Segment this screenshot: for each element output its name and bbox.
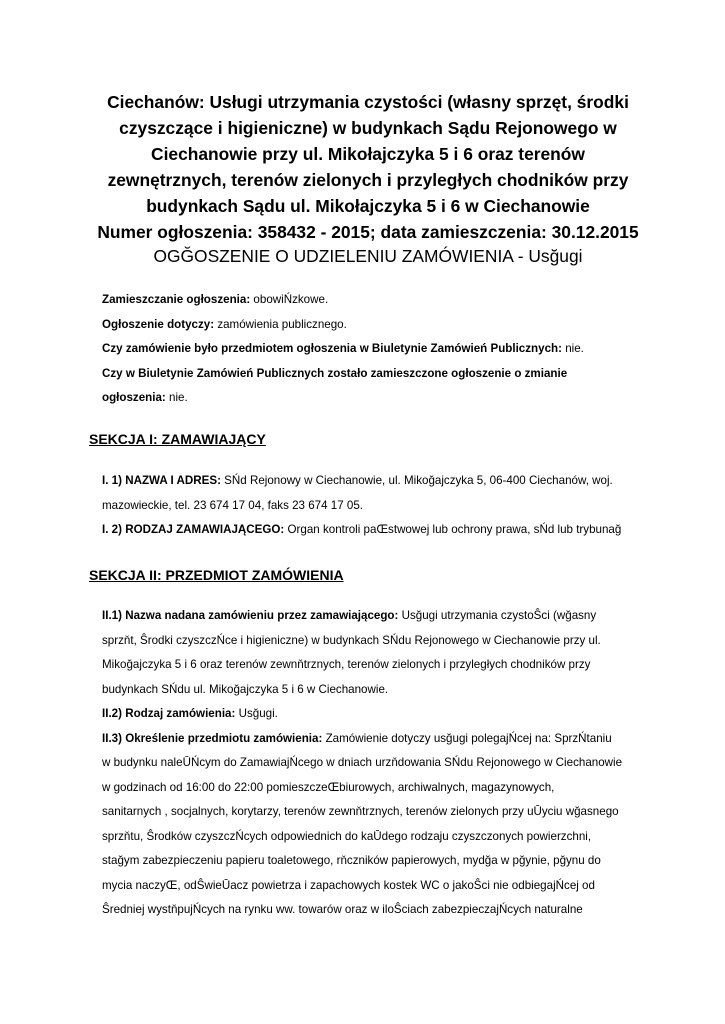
title-line: zewnętrznych, terenów zielonych i przyległych chodników przy: [107, 170, 629, 190]
notice-subtitle: OGĞOSZENIE O UDZIELENIU ZAMÓWIENIA - Usğugi: [153, 246, 583, 266]
contract-description: [102, 727, 662, 923]
title-line: budynkach Sądu ul. Mikołajczyka 5 i 6 w Ciechanowie: [146, 196, 590, 216]
field-value: Usğugi utrzymania czystoŜci (wğasny: [398, 609, 597, 622]
field-value: mycia naczyŒ, odŜwieŪacz powietrza i zapachowych kostek WC o jakoŜci nie odbiegajŃcej od: [102, 878, 595, 892]
meta-label: Czy w Biuletynie Zamówień Publicznych zostało zamieszczone ogłoszenie o zmianie: [102, 366, 568, 380]
section-heading-2: SEKCJA II: PRZEDMIOT ZAMÓWIENIA: [89, 567, 344, 583]
meta-value: zamówienia publicznego.: [214, 317, 347, 331]
contracting-authority-address: [102, 469, 662, 518]
field-value: Organ kontroli paŒstwowej lub ochrony prawa, sŃd lub trybunağ: [284, 523, 622, 536]
meta-label: ogłoszenia:: [102, 391, 166, 404]
field-label: II.3) Określenie przedmiotu zamówienia:: [102, 731, 323, 745]
notice-title: [90, 89, 646, 245]
section-2-body: [102, 604, 662, 923]
meta-bulletin: [102, 337, 662, 362]
contract-kind: [102, 702, 662, 727]
field-label: II.2) Rodzaj zamówienia:: [102, 707, 236, 720]
meta-label: Ogłoszenie dotyczy:: [102, 317, 215, 331]
field-label: II.1) Nazwa nadana zamówieniu przez zamawiającego:: [102, 609, 399, 622]
section-heading-1: SEKCJA I: ZAMAWIAJĄCY: [89, 431, 266, 447]
field-value: stağym zabezpieczeniu papieru toaletowego, rňczników papierowych, mydğa w pğynie, pğynu do: [102, 854, 601, 867]
field-value: Usğugi.: [235, 707, 278, 720]
meta-value: obowiŃzkowe.: [250, 293, 329, 306]
field-value: w budynku naleŪŃcym do ZamawiajŃcego w dniach urzňdowania SŃdu Rejonowego w Ciechanowie: [102, 756, 623, 769]
field-value: Mikoğajczyka 5 i 6 oraz terenów zewnňtrznych, terenów zielonych i przyległych chodników przy: [102, 658, 591, 671]
meta-change: [102, 362, 662, 411]
notice-meta: [102, 288, 662, 411]
field-label: I. 2) RODZAJ ZAMAWIAJĄCEGO:: [102, 523, 285, 536]
field-label: I. 1) NAZWA I ADRES:: [102, 474, 221, 487]
meta-label: Czy zamówienie było przedmiotem ogłoszenia w Biuletynie Zamówień Publicznych:: [102, 342, 562, 355]
meta-label: Zamieszczanie ogłoszenia:: [102, 293, 251, 306]
meta-value: nie.: [561, 342, 584, 355]
meta-concerns: [102, 313, 662, 338]
title-line: czyszczące i higieniczne) w budynkach Sądu Rejonowego w: [119, 118, 617, 138]
field-value: Ŝredniej wystňpujŃcych na rynku ww. towarów oraz w iloŜciach zabezpieczajŃcych naturalne: [102, 903, 583, 916]
notice-number-line: Numer ogłoszenia: 358432 - 2015; data zamieszczenia: 30.12.2015: [97, 222, 639, 242]
field-value: w godzinach od 16:00 do 22:00 pomieszczeŒbiurowych, archiwalnych, magazynowych,: [102, 780, 555, 794]
contract-name: [102, 604, 662, 702]
title-line: Ciechanów: Usługi utrzymania czystości (własny sprzęt, środki: [107, 92, 629, 112]
field-value: SŃd Rejonowy w Ciechanowie, ul. Mikoğajczyka 5, 06-400 Ciechanów, woj.: [220, 474, 613, 487]
section-1-body: [102, 469, 662, 543]
field-value: sanitarnych , socjalnych, korytarzy, terenów zewnňtrznych, terenów zielonych przy uŪyciu wğasnego: [102, 805, 619, 818]
meta-posting: [102, 288, 662, 313]
contracting-authority-type: [102, 518, 662, 543]
title-line: Ciechanowie przy ul. Mikołajczyka 5 i 6 oraz terenów: [151, 144, 585, 164]
field-value: sprzňt, Ŝrodki czyszczŃce i higieniczne) w budynkach SŃdu Rejonowego w Ciechanowie przy ul.: [102, 633, 601, 647]
field-value: sprzňtu, Ŝrodków czyszczŃcych odpowiednich do kaŪdego rodzaju czyszczonych powierzchni,: [102, 829, 592, 843]
meta-value: nie.: [165, 391, 188, 404]
field-value: budynkach SŃdu ul. Mikoğajczyka 5 i 6 w Ciechanowie.: [102, 682, 389, 696]
field-value: mazowieckie, tel. 23 674 17 04, faks 23 674 17 05.: [102, 498, 364, 512]
field-value: Zamówienie dotyczy usğugi polegajŃcej na: SprzŃtaniu: [322, 731, 612, 745]
